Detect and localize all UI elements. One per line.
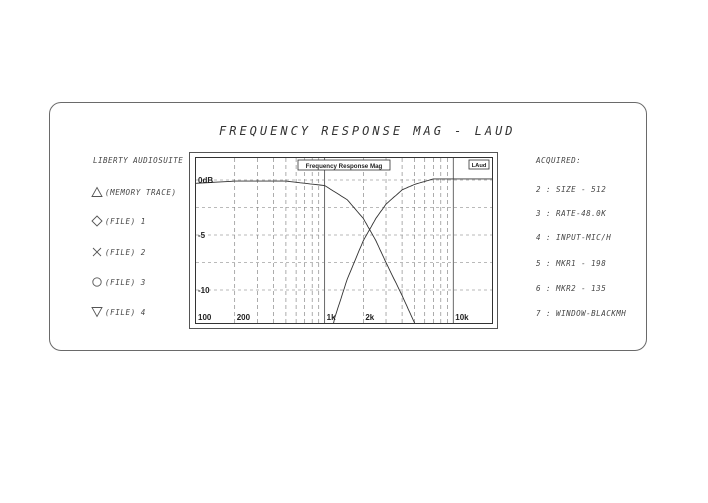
triangle-down-icon <box>91 306 103 318</box>
brand-label: LIBERTY AUDIOSUITE <box>93 156 184 165</box>
chart-title-box <box>298 160 390 170</box>
x-tick-label: 200 <box>236 313 251 322</box>
trace-file-1[interactable] <box>91 215 146 227</box>
trace-label: (FILE) 2 <box>105 247 146 257</box>
y-tick-label: -10 <box>198 286 210 295</box>
legend-label: LAud <box>471 163 487 169</box>
plot-area[interactable] <box>195 157 493 324</box>
response-curve <box>319 179 492 323</box>
trace-label: (FILE) 4 <box>105 307 146 317</box>
triangle-up-icon <box>91 186 103 198</box>
legend-box <box>469 160 489 169</box>
chart-title: Frequency Response Mag <box>305 163 383 170</box>
window-title: FREQUENCY RESPONSE MAG - LAUD <box>219 124 516 138</box>
x-mark-icon <box>91 246 103 258</box>
y-tick-label: -5 <box>198 231 206 240</box>
acquired-header: ACQUIRED: <box>536 156 582 165</box>
trace-memory[interactable] <box>91 186 177 198</box>
y-tick-label: 0dB <box>198 176 214 185</box>
trace-file-2[interactable] <box>91 246 146 258</box>
circle-icon <box>91 276 103 288</box>
acquired-item: 7 : WINDOW-BLACKMH <box>536 309 627 318</box>
diamond-icon <box>91 215 103 227</box>
acquired-item: 5 : MKR1 - 198 <box>536 259 607 268</box>
x-tick-label: 100 <box>198 313 212 322</box>
acquired-item: 2 : SIZE - 512 <box>536 185 607 194</box>
x-tick-label: 1k <box>326 313 336 322</box>
frequency-response-chart <box>196 158 492 323</box>
trace-file-4[interactable] <box>91 306 146 318</box>
response-curve <box>196 181 433 323</box>
x-tick-label: 2k <box>365 313 375 322</box>
acquired-item: 4 : INPUT-MIC/H <box>536 233 612 242</box>
axis-labels <box>198 176 469 322</box>
trace-label: (MEMORY TRACE) <box>105 187 177 197</box>
trace-file-3[interactable] <box>91 276 146 288</box>
acquired-item: 3 : RATE-48.0K <box>536 209 607 218</box>
trace-label: (FILE) 3 <box>105 277 146 287</box>
acquired-item: 6 : MKR2 - 135 <box>536 284 607 293</box>
x-tick-label: 10k <box>455 313 469 322</box>
trace-label: (FILE) 1 <box>105 216 146 226</box>
